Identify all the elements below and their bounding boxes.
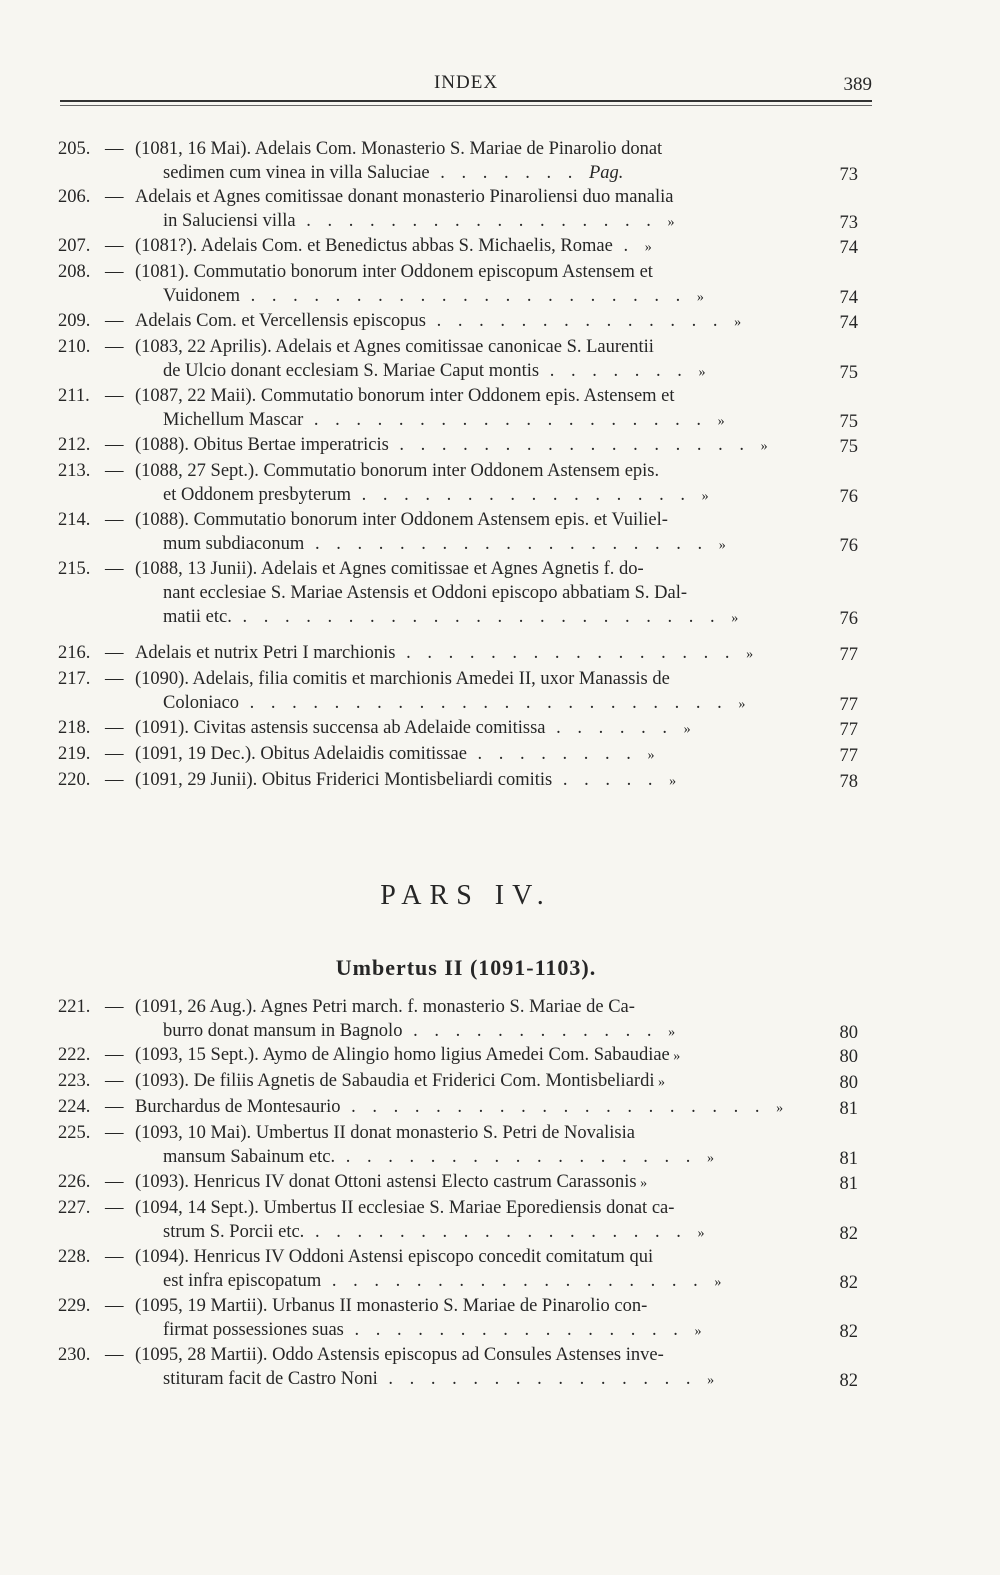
- entry-number: 216.: [58, 643, 91, 663]
- leader-dots: . . . . . . . . . . . . . . . .: [351, 485, 702, 505]
- entry-text-line-1: (1093). Henricus IV donat Ottoni astensi Electo castrum Carassonis »: [135, 1172, 648, 1192]
- entry-dash: —: [105, 1345, 124, 1365]
- entry-dash: —: [105, 139, 124, 159]
- page-reference: 80: [839, 1047, 858, 1067]
- leader-dots: . . . . .: [552, 770, 670, 790]
- entry-text-line-1: (1093). De filiis Agnetis de Sabaudia et Friderici Com. Montisbeliardi »: [135, 1071, 665, 1091]
- entry-text-line-1: (1087, 22 Maii). Commutatio bonorum inter Oddonem epis. Astensem et: [135, 386, 675, 406]
- page-marker: »: [694, 1324, 702, 1339]
- leader-dots: . . . . . . . . . . . . . . . . . . . .: [340, 1097, 777, 1117]
- entry-text-line-1: Burchardus de Montesaurio . . . . . . . . . . . . . . . . . . . . »: [135, 1097, 784, 1117]
- entry-dash: —: [105, 1071, 124, 1091]
- page-reference: 76: [839, 609, 858, 629]
- leader-dots: . . . . . . . . . . . . . . . . .: [388, 435, 761, 455]
- entry-text-line-1: Adelais et nutrix Petri I marchionis . . . . . . . . . . . . . . . . »: [135, 643, 754, 663]
- page-marker: »: [717, 414, 725, 429]
- leader-dots: . . . . . . . . . . . . . . .: [377, 1369, 708, 1389]
- entry-text-line-1: (1088). Obitus Bertae imperatricis . . . . . . . . . . . . . . . . . »: [135, 435, 768, 455]
- entry-number: 228.: [58, 1247, 91, 1267]
- entry-text-line-2: Coloniaco . . . . . . . . . . . . . . . . . . . . . . . »: [163, 693, 746, 713]
- leader-dots: . . . . . . . . . . . . . . . . . . .: [304, 534, 719, 554]
- entry-dash: —: [105, 1247, 124, 1267]
- page-marker: »: [738, 697, 746, 712]
- entry-dash: —: [105, 187, 124, 207]
- page-marker: »: [668, 1025, 676, 1040]
- entry-text-line-1: (1093, 15 Sept.). Aymo de Alingio homo ligius Amedei Com. Sabaudiae »: [135, 1045, 681, 1065]
- page-marker: »: [734, 315, 742, 330]
- entry-text-line-1: (1093, 10 Mai). Umbertus II donat monasterio S. Petri de Novalisia: [135, 1123, 635, 1143]
- entry-text-line-2: stituram facit de Castro Noni . . . . . . . . . . . . . . . »: [163, 1369, 715, 1389]
- entry-text-line-2: de Ulcio donant ecclesiam S. Mariae Caput montis . . . . . . . »: [163, 361, 706, 381]
- entry-number: 211.: [58, 386, 90, 406]
- entry-text-line-2: mum subdiaconum . . . . . . . . . . . . . . . . . . . »: [163, 534, 726, 554]
- entry-dash: —: [105, 386, 124, 406]
- entry-number: 212.: [58, 435, 91, 455]
- page-reference: 76: [839, 487, 858, 507]
- entry-text-line-2: Vuidonem . . . . . . . . . . . . . . . . . . . . . »: [163, 286, 704, 306]
- leader-dots: . . . . . . . . . . . . . . . . . .: [304, 1222, 698, 1242]
- entry-number: 230.: [58, 1345, 91, 1365]
- page-reference: 81: [839, 1099, 858, 1119]
- entry-dash: —: [105, 337, 124, 357]
- page-reference: 81: [839, 1149, 858, 1169]
- page-reference: 82: [839, 1322, 858, 1342]
- entry-number: 209.: [58, 311, 91, 331]
- page-marker: »: [714, 1275, 722, 1290]
- entry-number: 229.: [58, 1296, 91, 1316]
- page-reference: 80: [839, 1023, 858, 1043]
- leader-dots: .: [612, 236, 645, 256]
- page-marker: »: [647, 748, 655, 763]
- entry-dash: —: [105, 669, 124, 689]
- page-marker: »: [654, 1075, 665, 1090]
- entry-number: 205.: [58, 139, 91, 159]
- section-heading: Umbertus II (1091-1103).: [335, 955, 597, 980]
- entry-text-line-1: (1091, 19 Dec.). Obitus Adelaidis comitissae . . . . . . . . »: [135, 744, 655, 764]
- page-number: 389: [843, 74, 872, 95]
- entry-dash: —: [105, 510, 124, 530]
- entry-text-line-1: (1088, 13 Junii). Adelais et Agnes comitissae et Agnes Agnetis f. do-: [135, 559, 644, 579]
- entry-number: 208.: [58, 262, 91, 282]
- page-reference: 74: [839, 238, 858, 258]
- entry-text-line-1: Adelais et Agnes comitissae donant monasterio Pinaroliensi duo manalia: [135, 187, 674, 207]
- entry-dash: —: [105, 262, 124, 282]
- entry-number: 224.: [58, 1097, 91, 1117]
- entry-text-line-1: (1081?). Adelais Com. et Benedictus abbas S. Michaelis, Romae . »: [135, 236, 652, 256]
- leader-dots: . . . . . . . . . . . . . . . . . . . . . . .: [239, 693, 739, 713]
- page-marker: »: [776, 1101, 784, 1116]
- entry-dash: —: [105, 461, 124, 481]
- entry-text-line-1: (1094, 14 Sept.). Umbertus II ecclesiae S. Mariae Eporediensis donat ca-: [135, 1198, 675, 1218]
- entry-number: 225.: [58, 1123, 91, 1143]
- entry-text-line-2: burro donat mansum in Bagnolo . . . . . . . . . . . . »: [163, 1021, 676, 1041]
- entry-number: 215.: [58, 559, 91, 579]
- entry-text-line-2: et Oddonem presbyterum . . . . . . . . . . . . . . . . »: [163, 485, 709, 505]
- page-reference: 77: [839, 720, 858, 740]
- entry-number: 220.: [58, 770, 91, 790]
- running-title: INDEX: [433, 72, 499, 93]
- entry-number: 223.: [58, 1071, 91, 1091]
- entry-text-line-1: (1083, 22 Aprilis). Adelais et Agnes comitissae canonicae S. Laurentii: [135, 337, 654, 357]
- entry-dash: —: [105, 435, 124, 455]
- leader-dots: . . . . . . . . . . . . . . . . . . .: [303, 410, 718, 430]
- entry-dash: —: [105, 643, 124, 663]
- leader-dots: . . . . . . . . . . . . . . . . .: [295, 211, 668, 231]
- page-marker: »: [698, 365, 706, 380]
- entry-number: 210.: [58, 337, 91, 357]
- page-marker: »: [701, 489, 709, 504]
- entry-dash: —: [105, 559, 124, 579]
- page-marker: Pag.: [589, 163, 624, 183]
- page-reference: 80: [839, 1073, 858, 1093]
- page-reference: 75: [839, 437, 858, 457]
- page-reference: 76: [839, 536, 858, 556]
- entry-text-line-2: strum S. Porcii etc. . . . . . . . . . . . . . . . . . . »: [163, 1222, 705, 1242]
- leader-dots: . . . . . . . . . . . . . . . . . . . . . . .: [231, 607, 732, 627]
- leader-dots: . . . . . . . . . . . . . . . . .: [335, 1147, 707, 1167]
- entry-number: 227.: [58, 1198, 91, 1218]
- entry-dash: —: [105, 236, 124, 256]
- entry-text-line-1: (1095, 28 Martii). Oddo Astensis episcopus ad Consules Astenses inve-: [135, 1345, 664, 1365]
- leader-dots: . . . . . . . . . . . . . .: [425, 311, 735, 331]
- entry-number: 206.: [58, 187, 91, 207]
- page-reference: 77: [839, 746, 858, 766]
- entry-number: 222.: [58, 1045, 91, 1065]
- page-reference: 74: [839, 288, 858, 308]
- page-reference: 77: [839, 645, 858, 665]
- entry-text-line-1: (1091, 26 Aug.). Agnes Petri march. f. monasterio S. Mariae de Ca-: [135, 997, 635, 1017]
- page-reference: 82: [839, 1371, 858, 1391]
- entry-number: 218.: [58, 718, 91, 738]
- entry-text-line-1: (1088). Commutatio bonorum inter Oddonem Astensem epis. et Vuiliel-: [135, 510, 668, 530]
- entry-dash: —: [105, 1123, 124, 1143]
- leader-dots: . . . . . . . . . . . . . . . . . .: [321, 1271, 715, 1291]
- page-marker: »: [746, 647, 754, 662]
- leader-dots: . . . . . . .: [539, 361, 699, 381]
- page-reference: 77: [839, 695, 858, 715]
- entry-text-line-1: (1091). Civitas astensis succensa ab Adelaide comitissa . . . . . . »: [135, 718, 691, 738]
- entry-text-line-1: (1081, 16 Mai). Adelais Com. Monasterio S. Mariae de Pinarolio donat: [135, 139, 663, 159]
- leader-dots: . . . . . .: [545, 718, 684, 738]
- entry-number: 217.: [58, 669, 91, 689]
- page-reference: 73: [839, 165, 858, 185]
- leader-dots: . . . . . . . . . . . . . . . . . . . . .: [240, 286, 697, 306]
- pars-heading: PARS IV.: [380, 880, 552, 911]
- page-marker: »: [697, 1226, 705, 1241]
- entry-dash: —: [105, 311, 124, 331]
- entry-text-line-2: nant ecclesiae S. Mariae Astensis et Oddoni episcopo abbatiam S. Dal-: [163, 583, 688, 603]
- entry-text-line-2: sedimen cum vinea in villa Saluciae . . . . . . . Pag.: [163, 163, 624, 183]
- entry-number: 213.: [58, 461, 91, 481]
- page-marker: »: [696, 290, 704, 305]
- page-marker: »: [718, 538, 726, 553]
- entry-text-line-1: (1091, 29 Junii). Obitus Friderici Montisbeliardi comitis . . . . . »: [135, 770, 677, 790]
- entry-text-line-2: Michellum Mascar . . . . . . . . . . . . . . . . . . . »: [163, 410, 725, 430]
- entry-dash: —: [105, 1097, 124, 1117]
- page-reference: 81: [839, 1174, 858, 1194]
- entry-dash: —: [105, 718, 124, 738]
- entry-dash: —: [105, 770, 124, 790]
- entry-text-line-1: (1095, 19 Martii). Urbanus II monasterio S. Mariae de Pinarolio con-: [135, 1296, 648, 1316]
- entry-text-line-1: (1088, 27 Sept.). Commutatio bonorum inter Oddonem Astensem epis.: [135, 461, 660, 481]
- page-marker: »: [644, 240, 652, 255]
- entry-dash: —: [105, 1172, 124, 1192]
- entry-text-line-2: firmat possessiones suas . . . . . . . . . . . . . . . . »: [163, 1320, 702, 1340]
- entry-text-line-2: est infra episcopatum . . . . . . . . . . . . . . . . . . »: [163, 1271, 722, 1291]
- entry-number: 214.: [58, 510, 91, 530]
- entry-dash: —: [105, 1296, 124, 1316]
- entry-dash: —: [105, 997, 124, 1017]
- entry-number: 207.: [58, 236, 91, 256]
- page-reference: 73: [839, 213, 858, 233]
- page-reference: 75: [839, 412, 858, 432]
- leader-dots: . . . . . . . .: [466, 744, 648, 764]
- page-marker: »: [636, 1176, 648, 1191]
- page-reference: 82: [839, 1273, 858, 1293]
- leader-dots: . . . . . . . . . . . . . . . .: [343, 1320, 695, 1340]
- page-reference: 74: [839, 313, 858, 333]
- leader-dots: . . . . . . . . . . . .: [402, 1021, 669, 1041]
- leader-dots: . . . . . . .: [429, 163, 589, 183]
- entry-text-line-3: matii etc. . . . . . . . . . . . . . . . . . . . . . . . »: [163, 607, 739, 627]
- page-marker: »: [707, 1373, 715, 1388]
- page-marker: »: [760, 439, 768, 454]
- page-reference: 75: [839, 363, 858, 383]
- entry-text-line-1: (1081). Commutatio bonorum inter Oddonem episcopum Astensem et: [135, 262, 653, 282]
- page-reference: 82: [839, 1224, 858, 1244]
- entry-text-line-2: mansum Sabainum etc. . . . . . . . . . . . . . . . . . »: [163, 1147, 714, 1167]
- entry-text-line-1: (1090). Adelais, filia comitis et marchionis Amedei II, uxor Manassis de: [135, 669, 670, 689]
- entry-number: 219.: [58, 744, 91, 764]
- page-marker: »: [731, 611, 739, 626]
- page-header: [60, 72, 872, 102]
- entry-dash: —: [105, 744, 124, 764]
- header-rule-thin: [60, 105, 872, 106]
- entry-number: 221.: [58, 997, 91, 1017]
- entry-number: 226.: [58, 1172, 91, 1192]
- page-marker: »: [669, 774, 677, 789]
- entry-text-line-1: Adelais Com. et Vercellensis episcopus . . . . . . . . . . . . . . »: [135, 311, 742, 331]
- header-rule: [60, 100, 872, 102]
- page-marker: »: [683, 722, 691, 737]
- page-marker: »: [669, 1049, 681, 1064]
- leader-dots: . . . . . . . . . . . . . . . .: [395, 643, 747, 663]
- entry-text-line-2: in Saluciensi villa . . . . . . . . . . . . . . . . . »: [163, 211, 675, 231]
- page-reference: 78: [839, 772, 858, 792]
- page-marker: »: [667, 215, 675, 230]
- entry-dash: —: [105, 1198, 124, 1218]
- entry-dash: —: [105, 1045, 124, 1065]
- page-marker: »: [707, 1151, 714, 1166]
- entry-text-line-1: (1094). Henricus IV Oddoni Astensi episcopo concedit comitatum qui: [135, 1247, 654, 1267]
